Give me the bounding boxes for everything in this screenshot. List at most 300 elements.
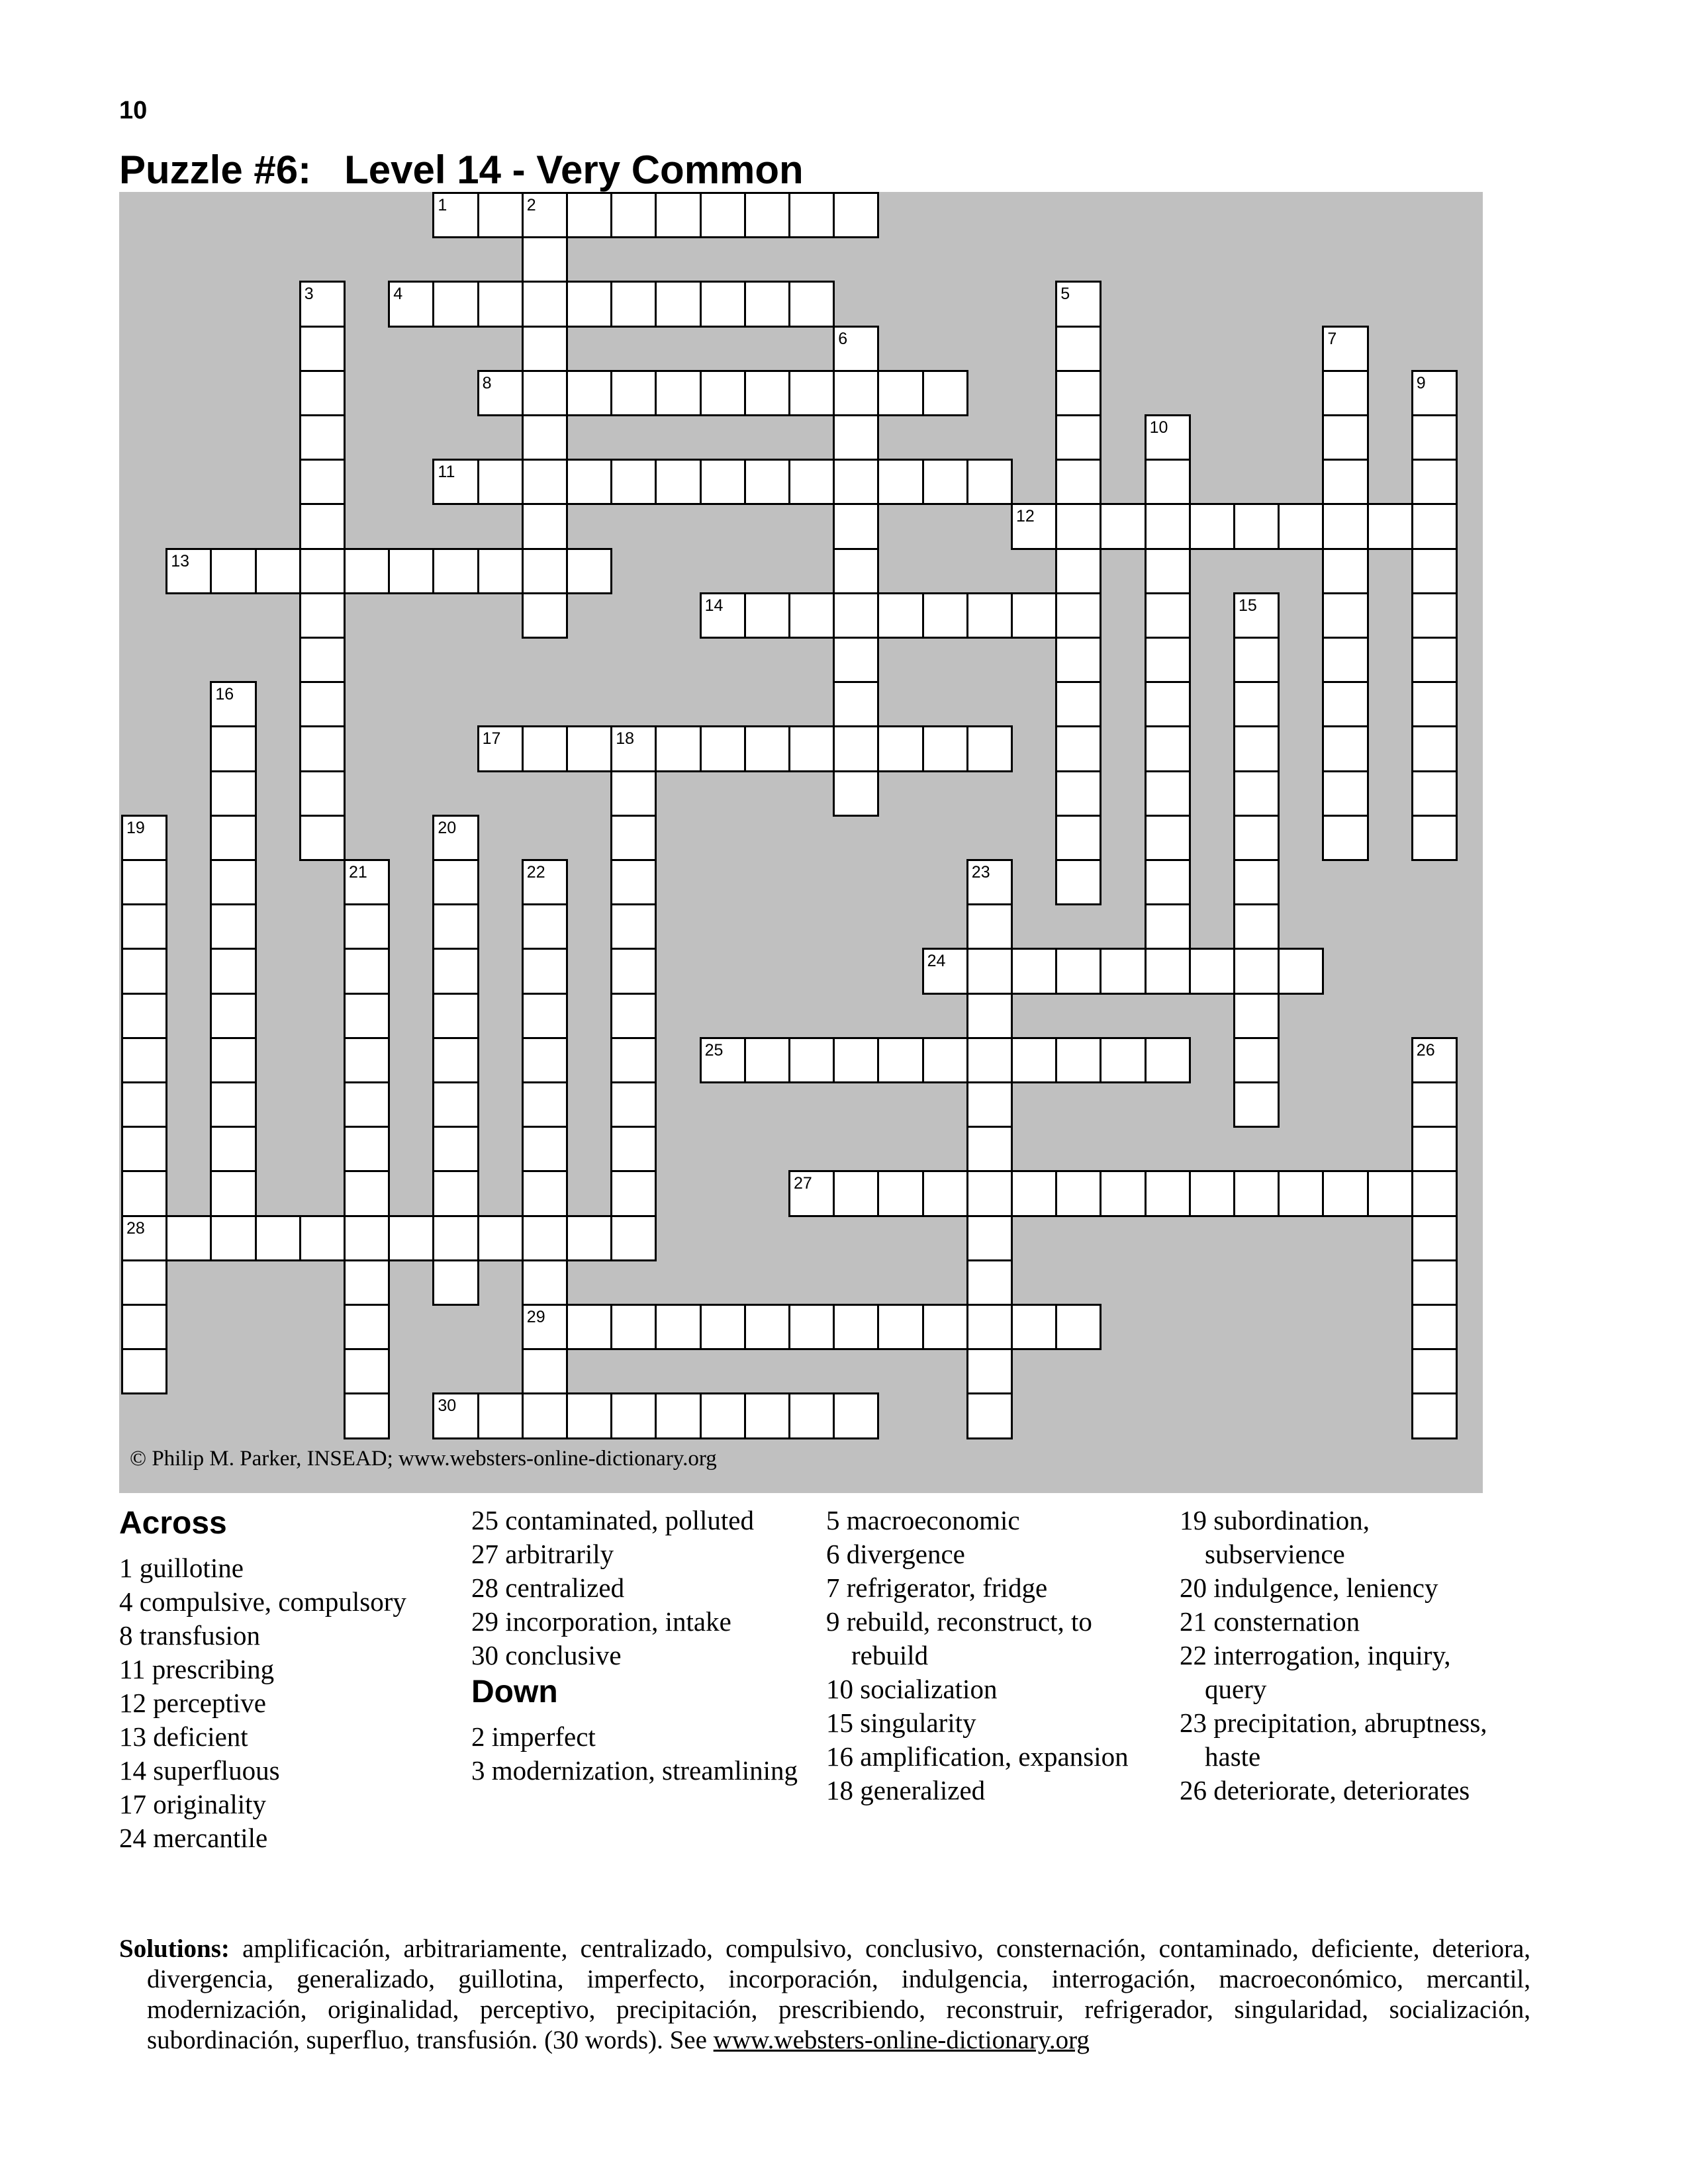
crossword-cell[interactable] xyxy=(432,948,479,994)
crossword-cell[interactable] xyxy=(833,1037,879,1083)
crossword-cell[interactable] xyxy=(1055,815,1102,861)
crossword-cell[interactable] xyxy=(1233,903,1280,950)
crossword-cell[interactable] xyxy=(833,414,879,461)
crossword-cell[interactable] xyxy=(744,725,790,772)
crossword-cell[interactable] xyxy=(655,725,701,772)
crossword-cell[interactable] xyxy=(744,1392,790,1439)
crossword-cell[interactable] xyxy=(1011,1037,1057,1083)
crossword-cell[interactable] xyxy=(432,459,479,505)
crossword-cell[interactable] xyxy=(1055,725,1102,772)
crossword-cell[interactable] xyxy=(344,993,390,1039)
crossword-cell[interactable] xyxy=(1411,1348,1458,1394)
crossword-cell[interactable] xyxy=(1233,770,1280,817)
crossword-cell[interactable] xyxy=(299,326,346,372)
crossword-cell[interactable] xyxy=(121,859,167,905)
crossword-cell[interactable] xyxy=(299,637,346,683)
crossword-cell[interactable] xyxy=(121,1259,167,1306)
crossword-cell[interactable] xyxy=(1411,681,1458,727)
crossword-cell[interactable] xyxy=(1233,1170,1280,1216)
crossword-cell[interactable] xyxy=(522,192,568,238)
crossword-cell[interactable] xyxy=(121,1037,167,1083)
crossword-cell[interactable] xyxy=(522,1081,568,1128)
crossword-cell[interactable] xyxy=(1145,903,1191,950)
crossword-cell[interactable] xyxy=(344,1170,390,1216)
crossword-cell[interactable] xyxy=(1411,503,1458,549)
crossword-cell[interactable] xyxy=(833,370,879,416)
crossword-cell[interactable] xyxy=(922,1170,968,1216)
crossword-cell[interactable] xyxy=(922,592,968,639)
crossword-cell[interactable] xyxy=(1411,459,1458,505)
crossword-cell[interactable] xyxy=(299,281,346,327)
crossword-cell[interactable] xyxy=(1100,1170,1146,1216)
crossword-cell[interactable] xyxy=(522,725,568,772)
crossword-cell[interactable] xyxy=(522,1259,568,1306)
crossword-cell[interactable] xyxy=(966,459,1013,505)
crossword-cell[interactable] xyxy=(833,1392,879,1439)
crossword-cell[interactable] xyxy=(788,281,835,327)
crossword-cell[interactable] xyxy=(744,370,790,416)
crossword-cell[interactable] xyxy=(610,192,657,238)
crossword-cell[interactable] xyxy=(121,1348,167,1394)
crossword-cell[interactable] xyxy=(610,1170,657,1216)
crossword-cell[interactable] xyxy=(877,1170,923,1216)
crossword-cell[interactable] xyxy=(566,281,612,327)
crossword-cell[interactable] xyxy=(210,770,256,817)
crossword-cell[interactable] xyxy=(1322,681,1368,727)
crossword-cell[interactable] xyxy=(1189,1170,1235,1216)
crossword-cell[interactable] xyxy=(522,414,568,461)
crossword-cell[interactable] xyxy=(833,592,879,639)
crossword-cell[interactable] xyxy=(210,1081,256,1128)
crossword-cell[interactable] xyxy=(121,1170,167,1216)
crossword-cell[interactable] xyxy=(1055,770,1102,817)
crossword-cell[interactable] xyxy=(788,1392,835,1439)
crossword-cell[interactable] xyxy=(299,459,346,505)
crossword-cell[interactable] xyxy=(788,725,835,772)
crossword-cell[interactable] xyxy=(1322,326,1368,372)
crossword-cell[interactable] xyxy=(1055,281,1102,327)
crossword-cell[interactable] xyxy=(344,859,390,905)
crossword-cell[interactable] xyxy=(1322,592,1368,639)
crossword-cell[interactable] xyxy=(255,1215,301,1261)
crossword-cell[interactable] xyxy=(1055,637,1102,683)
crossword-cell[interactable] xyxy=(610,948,657,994)
crossword-cell[interactable] xyxy=(700,281,746,327)
crossword-cell[interactable] xyxy=(165,1215,212,1261)
crossword-cell[interactable] xyxy=(788,1170,835,1216)
crossword-cell[interactable] xyxy=(655,370,701,416)
crossword-cell[interactable] xyxy=(1233,592,1280,639)
crossword-cell[interactable] xyxy=(477,370,524,416)
crossword-cell[interactable] xyxy=(432,1392,479,1439)
crossword-cell[interactable] xyxy=(1233,725,1280,772)
crossword-cell[interactable] xyxy=(1100,503,1146,549)
crossword-cell[interactable] xyxy=(1055,548,1102,594)
crossword-cell[interactable] xyxy=(1411,548,1458,594)
crossword-cell[interactable] xyxy=(344,1215,390,1261)
crossword-cell[interactable] xyxy=(566,548,612,594)
crossword-cell[interactable] xyxy=(432,281,479,327)
crossword-cell[interactable] xyxy=(833,1304,879,1350)
crossword-cell[interactable] xyxy=(1145,725,1191,772)
crossword-cell[interactable] xyxy=(522,903,568,950)
crossword-cell[interactable] xyxy=(1411,637,1458,683)
crossword-cell[interactable] xyxy=(922,459,968,505)
crossword-cell[interactable] xyxy=(877,725,923,772)
crossword-cell[interactable] xyxy=(610,859,657,905)
crossword-cell[interactable] xyxy=(1055,459,1102,505)
crossword-cell[interactable] xyxy=(1233,859,1280,905)
crossword-cell[interactable] xyxy=(877,370,923,416)
crossword-cell[interactable] xyxy=(432,192,479,238)
crossword-cell[interactable] xyxy=(121,993,167,1039)
crossword-cell[interactable] xyxy=(522,948,568,994)
crossword-cell[interactable] xyxy=(1322,1170,1368,1216)
crossword-cell[interactable] xyxy=(1055,681,1102,727)
crossword-cell[interactable] xyxy=(1367,503,1413,549)
crossword-cell[interactable] xyxy=(566,459,612,505)
crossword-cell[interactable] xyxy=(477,192,524,238)
crossword-cell[interactable] xyxy=(1411,1126,1458,1172)
crossword-cell[interactable] xyxy=(210,1126,256,1172)
crossword-cell[interactable] xyxy=(210,903,256,950)
crossword-cell[interactable] xyxy=(1189,503,1235,549)
crossword-cell[interactable] xyxy=(299,370,346,416)
crossword-cell[interactable] xyxy=(1233,948,1280,994)
crossword-cell[interactable] xyxy=(1322,503,1368,549)
crossword-cell[interactable] xyxy=(744,459,790,505)
crossword-cell[interactable] xyxy=(655,1392,701,1439)
crossword-cell[interactable] xyxy=(1411,1259,1458,1306)
crossword-cell[interactable] xyxy=(966,859,1013,905)
crossword-cell[interactable] xyxy=(788,459,835,505)
crossword-cell[interactable] xyxy=(1145,815,1191,861)
crossword-cell[interactable] xyxy=(1055,370,1102,416)
crossword-cell[interactable] xyxy=(966,1304,1013,1350)
crossword-cell[interactable] xyxy=(477,548,524,594)
crossword-cell[interactable] xyxy=(1011,503,1057,549)
crossword-cell[interactable] xyxy=(432,1126,479,1172)
crossword-cell[interactable] xyxy=(1055,503,1102,549)
solutions-link[interactable]: www.websters-online-dictionary.org xyxy=(713,2026,1090,2054)
crossword-cell[interactable] xyxy=(432,548,479,594)
crossword-cell[interactable] xyxy=(833,548,879,594)
crossword-cell[interactable] xyxy=(966,1348,1013,1394)
crossword-cell[interactable] xyxy=(344,903,390,950)
crossword-cell[interactable] xyxy=(744,592,790,639)
crossword-cell[interactable] xyxy=(610,1392,657,1439)
crossword-cell[interactable] xyxy=(1233,1081,1280,1128)
crossword-cell[interactable] xyxy=(833,1170,879,1216)
crossword-cell[interactable] xyxy=(1411,1170,1458,1216)
crossword-cell[interactable] xyxy=(744,192,790,238)
crossword-cell[interactable] xyxy=(522,1392,568,1439)
crossword-cell[interactable] xyxy=(1233,815,1280,861)
crossword-cell[interactable] xyxy=(1411,1037,1458,1083)
crossword-cell[interactable] xyxy=(1278,948,1324,994)
crossword-cell[interactable] xyxy=(1011,1304,1057,1350)
crossword-cell[interactable] xyxy=(388,281,434,327)
crossword-cell[interactable] xyxy=(1189,948,1235,994)
crossword-cell[interactable] xyxy=(1145,637,1191,683)
crossword-cell[interactable] xyxy=(299,815,346,861)
crossword-cell[interactable] xyxy=(877,459,923,505)
crossword-cell[interactable] xyxy=(255,548,301,594)
crossword-cell[interactable] xyxy=(210,948,256,994)
crossword-cell[interactable] xyxy=(788,592,835,639)
crossword-cell[interactable] xyxy=(610,1126,657,1172)
crossword-cell[interactable] xyxy=(1055,948,1102,994)
crossword-cell[interactable] xyxy=(1411,1392,1458,1439)
crossword-cell[interactable] xyxy=(1145,548,1191,594)
crossword-cell[interactable] xyxy=(1322,548,1368,594)
crossword-cell[interactable] xyxy=(1055,859,1102,905)
crossword-cell[interactable] xyxy=(1322,815,1368,861)
crossword-cell[interactable] xyxy=(1233,637,1280,683)
crossword-cell[interactable] xyxy=(388,1215,434,1261)
crossword-cell[interactable] xyxy=(210,859,256,905)
crossword-cell[interactable] xyxy=(966,1037,1013,1083)
crossword-cell[interactable] xyxy=(877,1037,923,1083)
crossword-cell[interactable] xyxy=(966,1215,1013,1261)
crossword-cell[interactable] xyxy=(566,1392,612,1439)
crossword-cell[interactable] xyxy=(833,637,879,683)
crossword-cell[interactable] xyxy=(610,1037,657,1083)
crossword-cell[interactable] xyxy=(1411,592,1458,639)
crossword-cell[interactable] xyxy=(522,1304,568,1350)
crossword-cell[interactable] xyxy=(700,1392,746,1439)
crossword-cell[interactable] xyxy=(566,725,612,772)
crossword-cell[interactable] xyxy=(700,725,746,772)
crossword-cell[interactable] xyxy=(966,903,1013,950)
crossword-cell[interactable] xyxy=(432,1037,479,1083)
crossword-cell[interactable] xyxy=(833,681,879,727)
crossword-cell[interactable] xyxy=(966,948,1013,994)
crossword-cell[interactable] xyxy=(833,725,879,772)
crossword-cell[interactable] xyxy=(1411,1304,1458,1350)
crossword-cell[interactable] xyxy=(522,859,568,905)
crossword-cell[interactable] xyxy=(1145,859,1191,905)
crossword-cell[interactable] xyxy=(566,1215,612,1261)
crossword-cell[interactable] xyxy=(610,370,657,416)
crossword-cell[interactable] xyxy=(299,770,346,817)
crossword-cell[interactable] xyxy=(522,370,568,416)
crossword-cell[interactable] xyxy=(344,1081,390,1128)
crossword-cell[interactable] xyxy=(210,1170,256,1216)
crossword-cell[interactable] xyxy=(966,1126,1013,1172)
crossword-cell[interactable] xyxy=(833,326,879,372)
crossword-cell[interactable] xyxy=(610,993,657,1039)
crossword-cell[interactable] xyxy=(1411,1215,1458,1261)
crossword-cell[interactable] xyxy=(1322,459,1368,505)
crossword-cell[interactable] xyxy=(966,993,1013,1039)
crossword-cell[interactable] xyxy=(344,1392,390,1439)
crossword-cell[interactable] xyxy=(655,281,701,327)
crossword-cell[interactable] xyxy=(1145,1037,1191,1083)
crossword-cell[interactable] xyxy=(788,1037,835,1083)
crossword-cell[interactable] xyxy=(344,1304,390,1350)
crossword-cell[interactable] xyxy=(1145,503,1191,549)
crossword-cell[interactable] xyxy=(833,503,879,549)
crossword-cell[interactable] xyxy=(522,993,568,1039)
crossword-cell[interactable] xyxy=(744,281,790,327)
crossword-cell[interactable] xyxy=(655,459,701,505)
crossword-cell[interactable] xyxy=(522,503,568,549)
crossword-cell[interactable] xyxy=(1411,725,1458,772)
crossword-cell[interactable] xyxy=(922,725,968,772)
crossword-cell[interactable] xyxy=(121,1215,167,1261)
crossword-cell[interactable] xyxy=(344,948,390,994)
crossword-cell[interactable] xyxy=(788,192,835,238)
crossword-cell[interactable] xyxy=(1145,592,1191,639)
crossword-cell[interactable] xyxy=(344,1348,390,1394)
crossword-cell[interactable] xyxy=(210,725,256,772)
crossword-cell[interactable] xyxy=(121,815,167,861)
crossword-cell[interactable] xyxy=(1367,1170,1413,1216)
crossword-cell[interactable] xyxy=(566,370,612,416)
crossword-cell[interactable] xyxy=(610,770,657,817)
crossword-cell[interactable] xyxy=(833,770,879,817)
crossword-cell[interactable] xyxy=(1322,370,1368,416)
crossword-cell[interactable] xyxy=(922,1304,968,1350)
crossword-cell[interactable] xyxy=(877,1304,923,1350)
crossword-cell[interactable] xyxy=(1322,725,1368,772)
crossword-cell[interactable] xyxy=(121,1304,167,1350)
crossword-cell[interactable] xyxy=(432,1259,479,1306)
crossword-cell[interactable] xyxy=(432,1081,479,1128)
crossword-cell[interactable] xyxy=(210,993,256,1039)
crossword-cell[interactable] xyxy=(477,281,524,327)
crossword-cell[interactable] xyxy=(966,1170,1013,1216)
crossword-cell[interactable] xyxy=(522,1037,568,1083)
crossword-cell[interactable] xyxy=(1411,414,1458,461)
crossword-cell[interactable] xyxy=(522,459,568,505)
crossword-cell[interactable] xyxy=(522,548,568,594)
crossword-cell[interactable] xyxy=(299,725,346,772)
crossword-cell[interactable] xyxy=(610,281,657,327)
crossword-cell[interactable] xyxy=(700,192,746,238)
crossword-cell[interactable] xyxy=(344,1126,390,1172)
crossword-cell[interactable] xyxy=(566,1304,612,1350)
crossword-cell[interactable] xyxy=(788,370,835,416)
crossword-cell[interactable] xyxy=(299,414,346,461)
crossword-cell[interactable] xyxy=(833,459,879,505)
crossword-cell[interactable] xyxy=(432,859,479,905)
crossword-cell[interactable] xyxy=(121,1081,167,1128)
crossword-cell[interactable] xyxy=(1145,681,1191,727)
crossword-cell[interactable] xyxy=(1322,637,1368,683)
crossword-cell[interactable] xyxy=(1233,993,1280,1039)
crossword-cell[interactable] xyxy=(210,681,256,727)
crossword-cell[interactable] xyxy=(522,281,568,327)
crossword-cell[interactable] xyxy=(1055,592,1102,639)
crossword-cell[interactable] xyxy=(121,948,167,994)
crossword-cell[interactable] xyxy=(1055,1304,1102,1350)
crossword-cell[interactable] xyxy=(700,459,746,505)
crossword-cell[interactable] xyxy=(165,548,212,594)
crossword-cell[interactable] xyxy=(966,1392,1013,1439)
crossword-cell[interactable] xyxy=(610,725,657,772)
crossword-cell[interactable] xyxy=(1011,1170,1057,1216)
crossword-cell[interactable] xyxy=(610,903,657,950)
crossword-cell[interactable] xyxy=(610,815,657,861)
crossword-cell[interactable] xyxy=(1055,414,1102,461)
crossword-cell[interactable] xyxy=(1322,414,1368,461)
crossword-cell[interactable] xyxy=(522,1215,568,1261)
crossword-cell[interactable] xyxy=(1278,503,1324,549)
crossword-cell[interactable] xyxy=(210,1215,256,1261)
crossword-cell[interactable] xyxy=(1011,592,1057,639)
crossword-cell[interactable] xyxy=(1233,1037,1280,1083)
crossword-cell[interactable] xyxy=(966,725,1013,772)
crossword-cell[interactable] xyxy=(744,1304,790,1350)
crossword-cell[interactable] xyxy=(700,1037,746,1083)
crossword-cell[interactable] xyxy=(299,548,346,594)
crossword-cell[interactable] xyxy=(1055,1037,1102,1083)
crossword-cell[interactable] xyxy=(922,370,968,416)
crossword-cell[interactable] xyxy=(477,1392,524,1439)
crossword-cell[interactable] xyxy=(477,1215,524,1261)
crossword-cell[interactable] xyxy=(1411,815,1458,861)
crossword-cell[interactable] xyxy=(210,1037,256,1083)
crossword-cell[interactable] xyxy=(1322,770,1368,817)
crossword-cell[interactable] xyxy=(700,1304,746,1350)
crossword-cell[interactable] xyxy=(344,1037,390,1083)
crossword-cell[interactable] xyxy=(522,592,568,639)
crossword-cell[interactable] xyxy=(610,1081,657,1128)
crossword-cell[interactable] xyxy=(1411,1081,1458,1128)
crossword-cell[interactable] xyxy=(432,815,479,861)
crossword-cell[interactable] xyxy=(1055,1170,1102,1216)
crossword-cell[interactable] xyxy=(1233,681,1280,727)
crossword-cell[interactable] xyxy=(788,1304,835,1350)
crossword-cell[interactable] xyxy=(522,236,568,283)
crossword-cell[interactable] xyxy=(966,592,1013,639)
crossword-cell[interactable] xyxy=(1411,370,1458,416)
crossword-cell[interactable] xyxy=(210,815,256,861)
crossword-cell[interactable] xyxy=(1233,503,1280,549)
crossword-cell[interactable] xyxy=(432,993,479,1039)
crossword-cell[interactable] xyxy=(922,1037,968,1083)
crossword-cell[interactable] xyxy=(522,1348,568,1394)
crossword-cell[interactable] xyxy=(432,903,479,950)
crossword-cell[interactable] xyxy=(655,1304,701,1350)
crossword-cell[interactable] xyxy=(432,1170,479,1216)
crossword-cell[interactable] xyxy=(566,192,612,238)
crossword-cell[interactable] xyxy=(1278,1170,1324,1216)
crossword-cell[interactable] xyxy=(966,1081,1013,1128)
crossword-cell[interactable] xyxy=(833,192,879,238)
crossword-cell[interactable] xyxy=(610,459,657,505)
crossword-cell[interactable] xyxy=(877,592,923,639)
crossword-cell[interactable] xyxy=(432,1215,479,1261)
crossword-cell[interactable] xyxy=(299,681,346,727)
crossword-cell[interactable] xyxy=(1145,948,1191,994)
crossword-cell[interactable] xyxy=(522,1170,568,1216)
crossword-cell[interactable] xyxy=(344,1259,390,1306)
crossword-cell[interactable] xyxy=(477,459,524,505)
crossword-cell[interactable] xyxy=(966,1259,1013,1306)
crossword-cell[interactable] xyxy=(1100,1037,1146,1083)
crossword-cell[interactable] xyxy=(700,592,746,639)
crossword-cell[interactable] xyxy=(1055,326,1102,372)
crossword-cell[interactable] xyxy=(610,1215,657,1261)
crossword-cell[interactable] xyxy=(522,1126,568,1172)
crossword-cell[interactable] xyxy=(121,1126,167,1172)
crossword-cell[interactable] xyxy=(922,948,968,994)
crossword-cell[interactable] xyxy=(299,1215,346,1261)
crossword-cell[interactable] xyxy=(1145,1170,1191,1216)
